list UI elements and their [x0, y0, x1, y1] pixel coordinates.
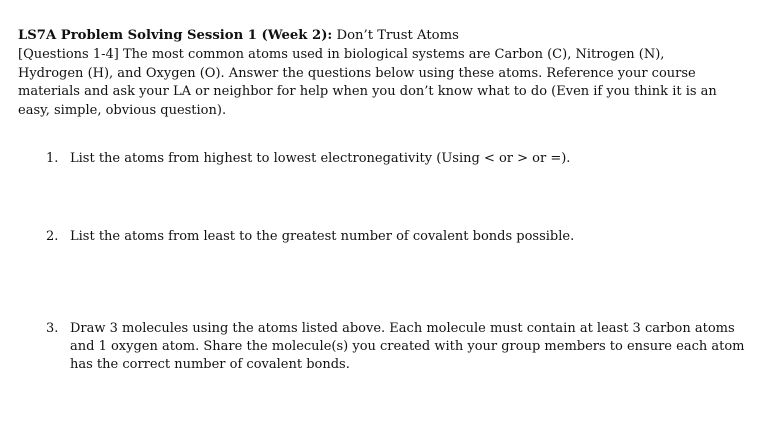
- question-number: 3.: [46, 321, 59, 336]
- question-text: [70, 320, 750, 374]
- intro-line: materials and ask your LA or neighbor for help when you don’t know what to do (Even if you think it is an: [18, 84, 717, 99]
- question-line: and 1 oxygen atom. Share the molecule(s) you created with your group members to ensure each atom: [70, 339, 745, 354]
- question-line: List the atoms from least to the greatest number of covalent bonds possible.: [70, 229, 575, 244]
- worksheet-title: [18, 27, 459, 44]
- question-text: [70, 228, 750, 246]
- question-number: 2.: [46, 229, 59, 244]
- intro-line: Hydrogen (H), and Oxygen (O). Answer the questions below using these atoms. Reference your course: [18, 65, 696, 81]
- intro-line: easy, simple, obvious question).: [18, 102, 227, 118]
- intro-line: [Questions 1-4] The most common atoms used in biological systems are Carbon (C), Nitrogen (N),: [18, 47, 665, 62]
- question-text: [70, 150, 750, 168]
- title-rest: Don’t Trust Atoms: [332, 28, 459, 43]
- title-bold: LS7A Problem Solving Session 1 (Week 2):: [18, 28, 333, 43]
- intro-paragraph: [18, 46, 758, 120]
- question-number: 1.: [46, 151, 59, 166]
- question-line: List the atoms from highest to lowest electronegativity (Using < or > or =).: [70, 151, 571, 166]
- question-line: Draw 3 molecules using the atoms listed above. Each molecule must contain at least 3 carbon atoms: [70, 321, 735, 336]
- question-line: has the correct number of covalent bonds.: [70, 357, 350, 372]
